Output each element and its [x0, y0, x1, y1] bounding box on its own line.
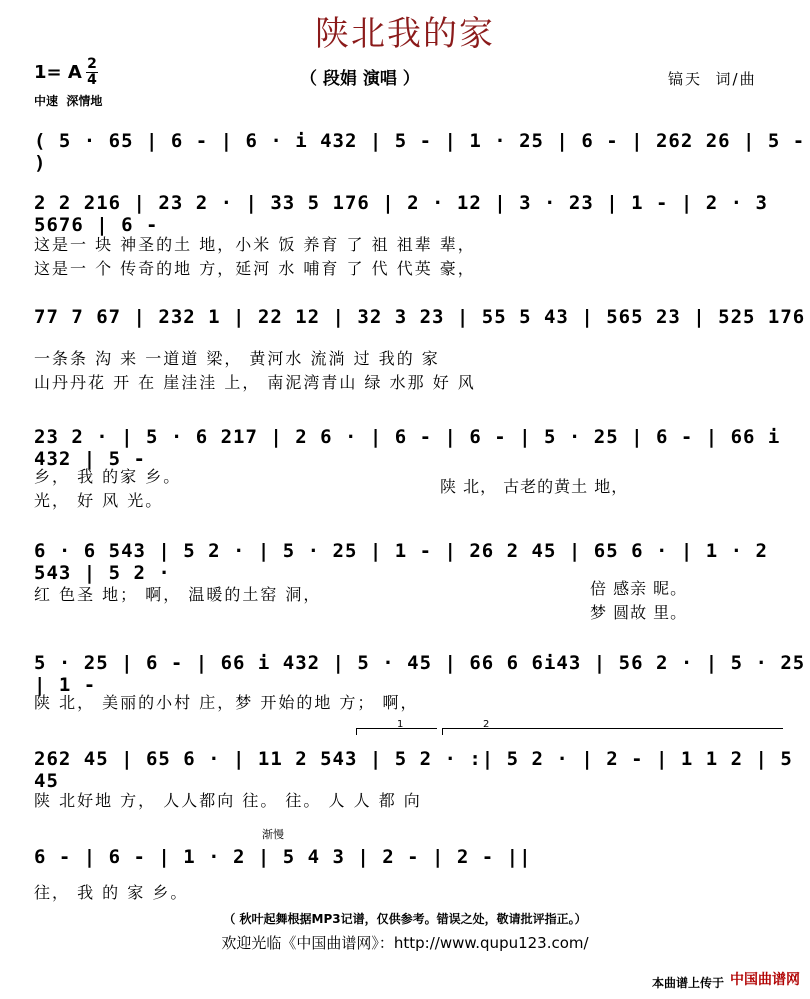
score-line-6-notes: 5 · 25 | 6 - | 66 i 432 | 5 · 45 | 66 6 6i43 | 56 2 · | 5 · 25 | 1 - [34, 652, 806, 696]
score-line-2-lyric-2: 这是一 个 传奇的地 方，延河 水 哺育 了 代 代英 豪， [34, 259, 476, 278]
transcription-note: （ 秋叶起舞根据MP3记谱，仅供参考。错误之处，敬请批评指正。） [223, 912, 587, 926]
score-line-2-notes: 2 2 216 | 23 2 · | 33 5 176 | 2 · 12 | 3 · 23 | 1 - | 2 · 3 5676 | 6 - [34, 192, 768, 236]
song-title: 陕北我的家 [315, 14, 495, 54]
tempo-change-marking: 渐慢 [262, 828, 284, 841]
tempo-marking: 中速 深情地 [34, 94, 103, 108]
time-signature [86, 58, 98, 87]
composer-credit: 镐天 词/曲 [668, 70, 757, 88]
score-line-1-notes: ( 5 · 65 | 6 - | 6 · i 432 | 5 - | 1 · 25 | 6 - | 262 26 | 5 - ) [34, 130, 806, 174]
upload-label: 本曲谱上传于 [651, 976, 724, 990]
score-line-4-lyric-1: 乡， 我 的家 乡。 [34, 467, 182, 486]
singer-credit: （ 段娟 演唱 ） [300, 69, 420, 89]
score-line-3-notes: 77 7 67 | 232 1 | 22 12 | 32 3 23 | 55 5 43 | 565 23 | 525 176 [34, 306, 806, 328]
time-signature-top: 2 [87, 56, 97, 72]
score-line-8-notes: 6 - | 6 - | 1 · 2 | 5 4 3 | 2 - | 2 - || [34, 846, 532, 868]
volta-second-ending [442, 719, 783, 735]
score-line-6-lyric-1: 陕 北， 美丽的小村 庄，梦 开始的地 方； 啊， [34, 693, 419, 712]
score-line-2-lyric-1: 这是一 块 神圣的土 地，小米 饭 养育 了 祖 祖辈 辈， [34, 235, 476, 254]
volta-first-ending [356, 719, 437, 735]
score-line-7-notes: 262 45 | 65 6 · | 11 2 543 | 5 2 · :| 5 2 · | 2 - | 1 1 2 | 5 45 [34, 748, 793, 792]
score-line-3-lyric-2: 山丹丹花 开 在 崖洼洼 上， 南泥湾青山 绿 水那 好 风 [34, 373, 476, 392]
volta-second-label: 2 [483, 719, 490, 730]
score-line-5-notes: 6 · 6 543 | 5 2 · | 5 · 25 | 1 - | 26 2 45 | 65 6 · | 1 · 2 543 | 5 2 · [34, 540, 768, 584]
score-line-8-lyric-1: 往， 我 的 家 乡。 [34, 883, 189, 902]
brace-lyric-top: 倍 感亲 昵。 [590, 579, 688, 598]
score-line-7-lyric-1: 陕 北好地 方， 人人都向 往。 往。 人 人 都 向 [34, 791, 422, 810]
score-line-3-lyric-1: 一条条 沟 来 一道道 梁， 黄河水 流淌 过 我的 家 [34, 349, 440, 368]
brace-lyric-bottom: 梦 圆故 里。 [590, 603, 688, 622]
time-signature-bottom: 4 [87, 72, 97, 88]
website-link[interactable]: 欢迎光临《中国曲谱网》：http://www.qupu123.com/ [221, 934, 589, 952]
site-logo[interactable] [730, 969, 800, 989]
score-line-5-lyric-1: 红 色圣 地； 啊， 温暖的土窑 洞， [34, 585, 322, 604]
logo-text: 中国曲谱网 [730, 972, 800, 988]
key-signature: 1= A [34, 62, 82, 83]
volta-first-label: 1 [397, 719, 404, 730]
score-line-4-notes: 23 2 · | 5 · 6 217 | 2 6 · | 6 - | 6 - | 5 · 25 | 6 - | 66 i 432 | 5 - [34, 426, 781, 470]
score-line-4-lyric-2: 光， 好 风 光。 [34, 491, 164, 510]
shaanbei-lyric: 陕 北， 古老的黄土 地， [440, 477, 629, 496]
